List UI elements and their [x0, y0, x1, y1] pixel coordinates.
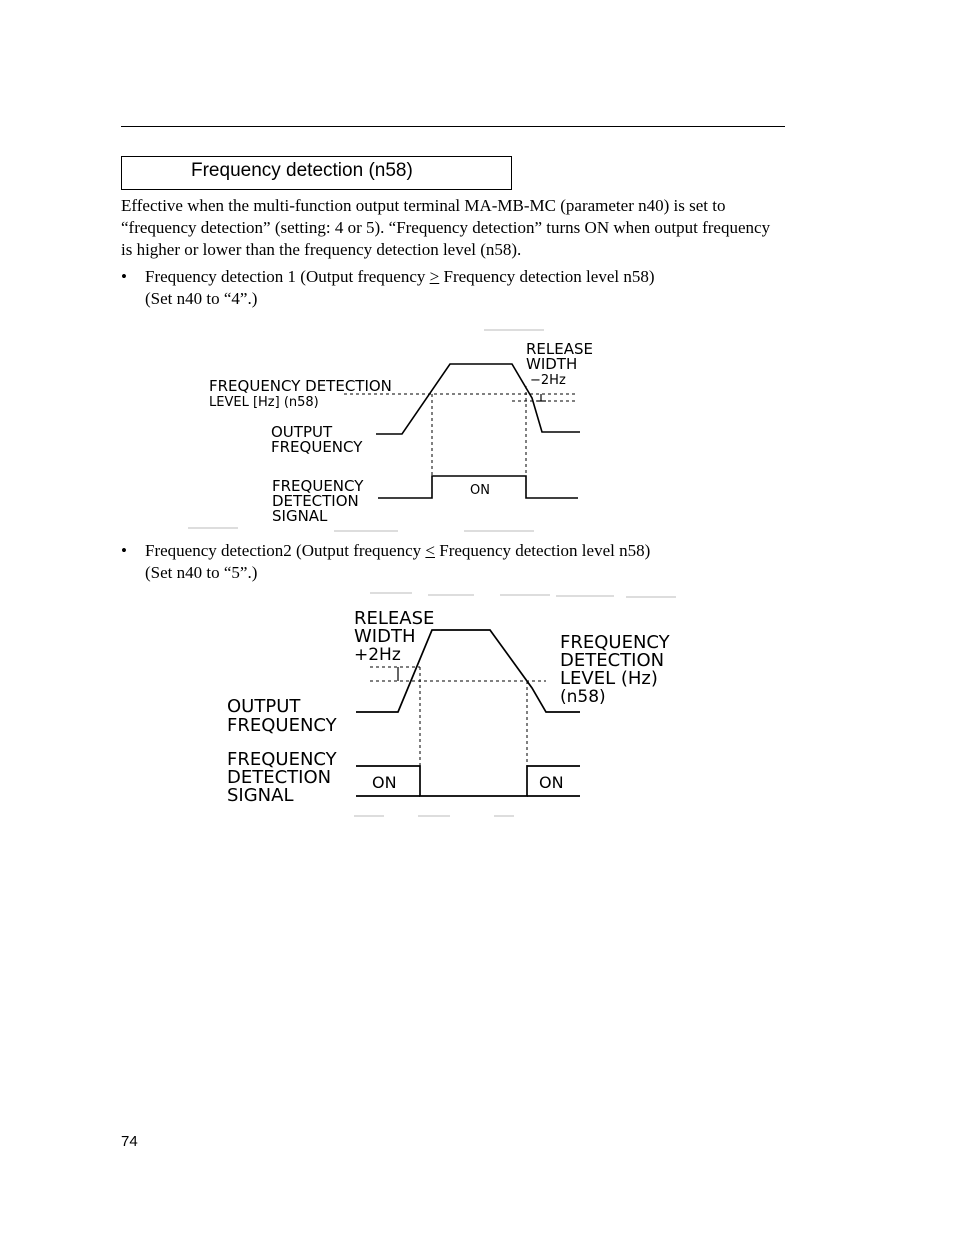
release-label: RELEASE [354, 608, 435, 629]
signal-label-2: DETECTION [272, 492, 359, 510]
on-label: ON [470, 483, 490, 498]
frequency-label: FREQUENCY [227, 715, 337, 736]
release-width-value: −2Hz [530, 373, 566, 388]
less-equal-sign: < [425, 541, 435, 560]
greater-equal-sign: > [429, 267, 440, 286]
signal-label-2: DETECTION [227, 767, 332, 788]
on-label-left: ON [372, 773, 397, 792]
signal-label-1: FREQUENCY [227, 749, 337, 770]
bullet-text: Frequency detection2 (Output frequency < Frequency detection level n58) (Set n40 to “5”.) [145, 541, 651, 582]
intro-paragraph: Effective when the multi-function output terminal MA-MB-MC (parameter n40) is set to “frequency detection” (setting: 4 or 5). “Frequency detection” turns ON when output frequency is higher or lower than the frequency detection level (n58). [121, 196, 771, 259]
width-label: WIDTH [526, 355, 578, 373]
on-label-right: ON [539, 773, 564, 792]
release-width-value: +2Hz [354, 645, 401, 665]
page-number: 74 [121, 1133, 138, 1150]
level-unit-label: LEVEL [Hz] (n58) [209, 395, 319, 410]
bullet-text: Frequency detection 1 (Output frequency > Frequency detection level n58) (Set n40 to “4”.) [145, 267, 655, 308]
level-label-4: (n58) [560, 687, 606, 707]
width-label: WIDTH [354, 626, 416, 647]
frequency-label: FREQUENCY [271, 438, 363, 456]
output-label: OUTPUT [271, 423, 333, 441]
section-heading-box [121, 156, 512, 190]
level-label-3: LEVEL (Hz) [560, 668, 658, 689]
level-label: FREQUENCY DETECTION [209, 377, 392, 395]
release-label: RELEASE [526, 340, 593, 358]
signal-label-1: FREQUENCY [272, 477, 364, 495]
output-label: OUTPUT [227, 696, 301, 717]
frequency-detection-1-timing-diagram [186, 328, 610, 536]
bullet-setting: (Set n40 to “5”.) [145, 563, 258, 582]
signal-label-3: SIGNAL [272, 507, 328, 525]
bullet-dot: • [121, 267, 127, 286]
frequency-detection-2-timing-diagram [206, 590, 698, 820]
section-title: Frequency detection (n58) [191, 160, 413, 181]
bullet-setting: (Set n40 to “4”.) [145, 289, 258, 308]
level-label-1: FREQUENCY [560, 632, 670, 653]
header-rule [121, 126, 785, 127]
level-label-2: DETECTION [560, 650, 665, 671]
bullet-dot: • [121, 541, 127, 560]
signal-label-3: SIGNAL [227, 785, 294, 806]
